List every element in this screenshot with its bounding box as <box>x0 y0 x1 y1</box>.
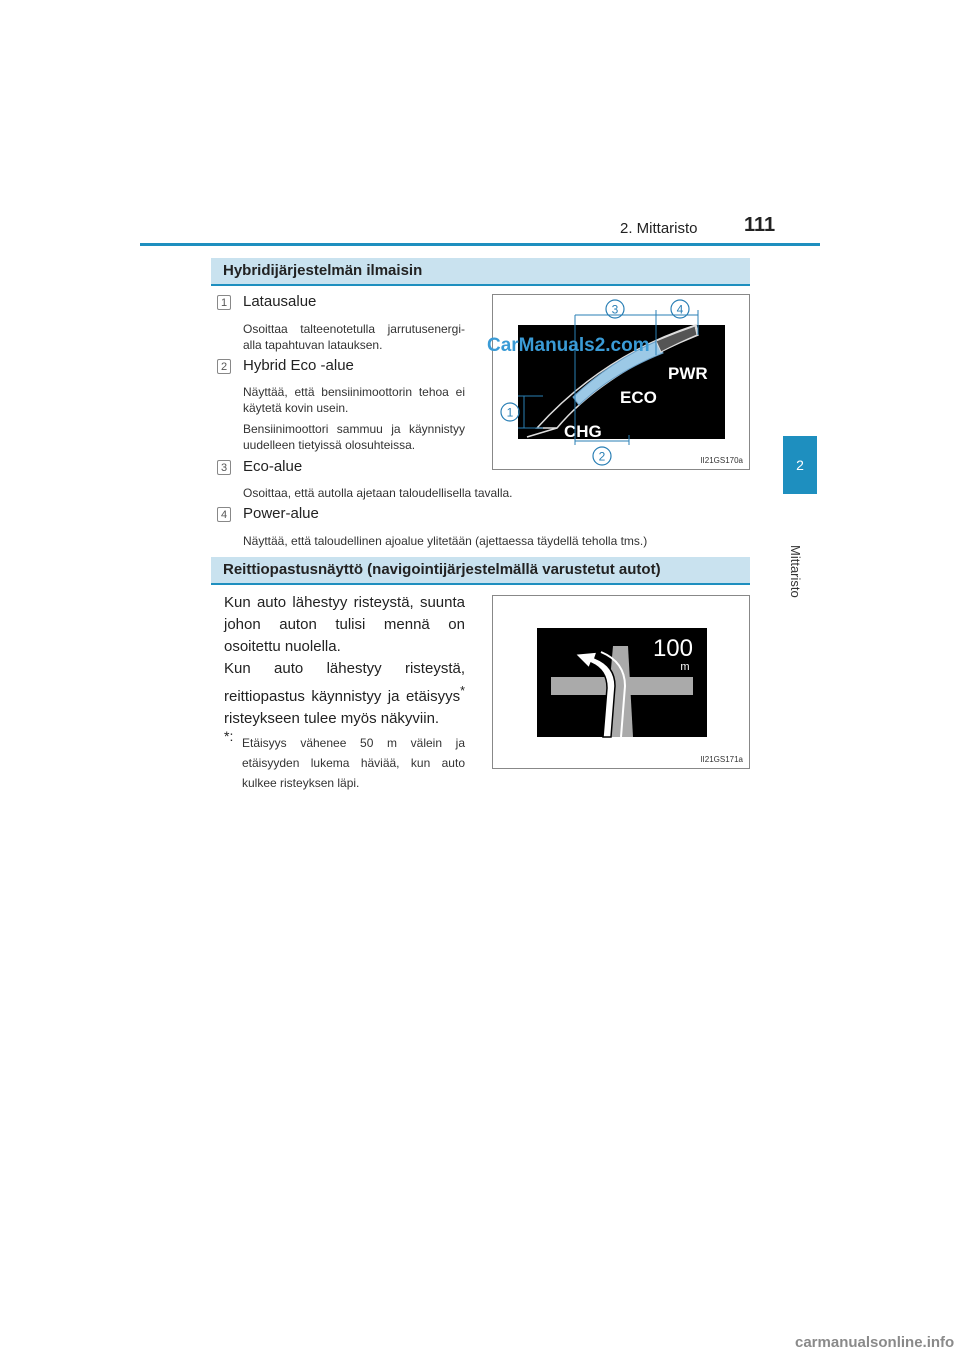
page-number: 111 <box>744 214 776 236</box>
distance-unit: m <box>680 661 690 673</box>
route-guidance-diagram <box>493 596 749 768</box>
item-title: Power-alue <box>243 505 319 522</box>
item-description: Näyttää, että bensiinimoottorin tehoa ei käytetä kovin usein. <box>243 385 465 415</box>
paragraph-text: risteykseen tulee myös näkyviin. <box>224 710 440 727</box>
section-header-hybrid-indicator <box>211 258 750 286</box>
watermark-logo: CarManuals2.com <box>487 335 650 356</box>
route-guidance-figure <box>492 595 750 769</box>
footer-watermark: carmanualsonline.info <box>795 1334 955 1351</box>
figure-code: II21GS171a <box>700 755 743 764</box>
item-number-badge: 4 <box>217 507 231 522</box>
item-title: Hybrid Eco -alue <box>243 357 354 374</box>
callout-3: 3 <box>611 302 619 317</box>
header-rule <box>140 243 820 246</box>
footnote-text: Etäisyys vähenee 50 m välein ja etäisyyden lukema häviää, kun auto kulkee risteyksen läpi. <box>242 736 465 790</box>
item-number-badge: 1 <box>217 295 231 310</box>
section-title: Hybridijärjestelmän ilmaisin <box>223 262 423 279</box>
callout-1: 1 <box>506 405 514 420</box>
item-title: Eco-alue <box>243 458 303 475</box>
item-number-badge: 3 <box>217 460 231 475</box>
footnote-mark: *: <box>224 728 234 744</box>
hybrid-indicator-figure <box>487 294 750 470</box>
pwr-label: PWR <box>668 364 708 383</box>
body-paragraph <box>224 658 465 730</box>
chapter-tab-label: Mittaristo <box>788 545 803 598</box>
eco-label: ECO <box>620 388 657 407</box>
chapter-tab: 2 <box>783 436 817 494</box>
distance-value: 100 <box>652 635 693 662</box>
footnote-marker: * <box>460 684 465 698</box>
item-description: Näyttää, että taloudellinen ajoalue ylitetään (ajettaessa täydellä teholla tms.) <box>243 534 648 548</box>
callout-4: 4 <box>676 302 684 317</box>
hybrid-indicator-diagram <box>493 295 749 469</box>
callout-2: 2 <box>598 449 606 464</box>
item-description: Osoittaa talteenotetulla jarrutusenergi-alla tapahtuvan latauksen. <box>243 322 465 352</box>
item-description: Bensiinimoottori sammuu ja käynnistyy uudelleen tietyissä olosuhteissa. <box>243 422 465 452</box>
item-description: Osoittaa, että autolla ajetaan taloudellisella tavalla. <box>243 486 513 500</box>
figure-code: II21GS170a <box>700 456 743 465</box>
chg-label: CHG <box>564 422 602 441</box>
body-paragraph: Kun auto lähestyy risteystä, suunta johon auton tulisi mennä on osoitettu nuolella. <box>224 594 465 655</box>
section-title: Reittiopastusnäyttö (navigointijärjestelmällä varustetut autot) <box>223 561 661 578</box>
item-title: Latausalue <box>243 293 317 310</box>
chapter-title: 2. Mittaristo <box>620 220 698 237</box>
paragraph-text: Kun auto lähestyy risteystä, reittiopastus käynnistyy ja etäisyys <box>224 660 465 705</box>
section-header-route-guidance <box>211 557 750 585</box>
item-number-badge: 2 <box>217 359 231 374</box>
